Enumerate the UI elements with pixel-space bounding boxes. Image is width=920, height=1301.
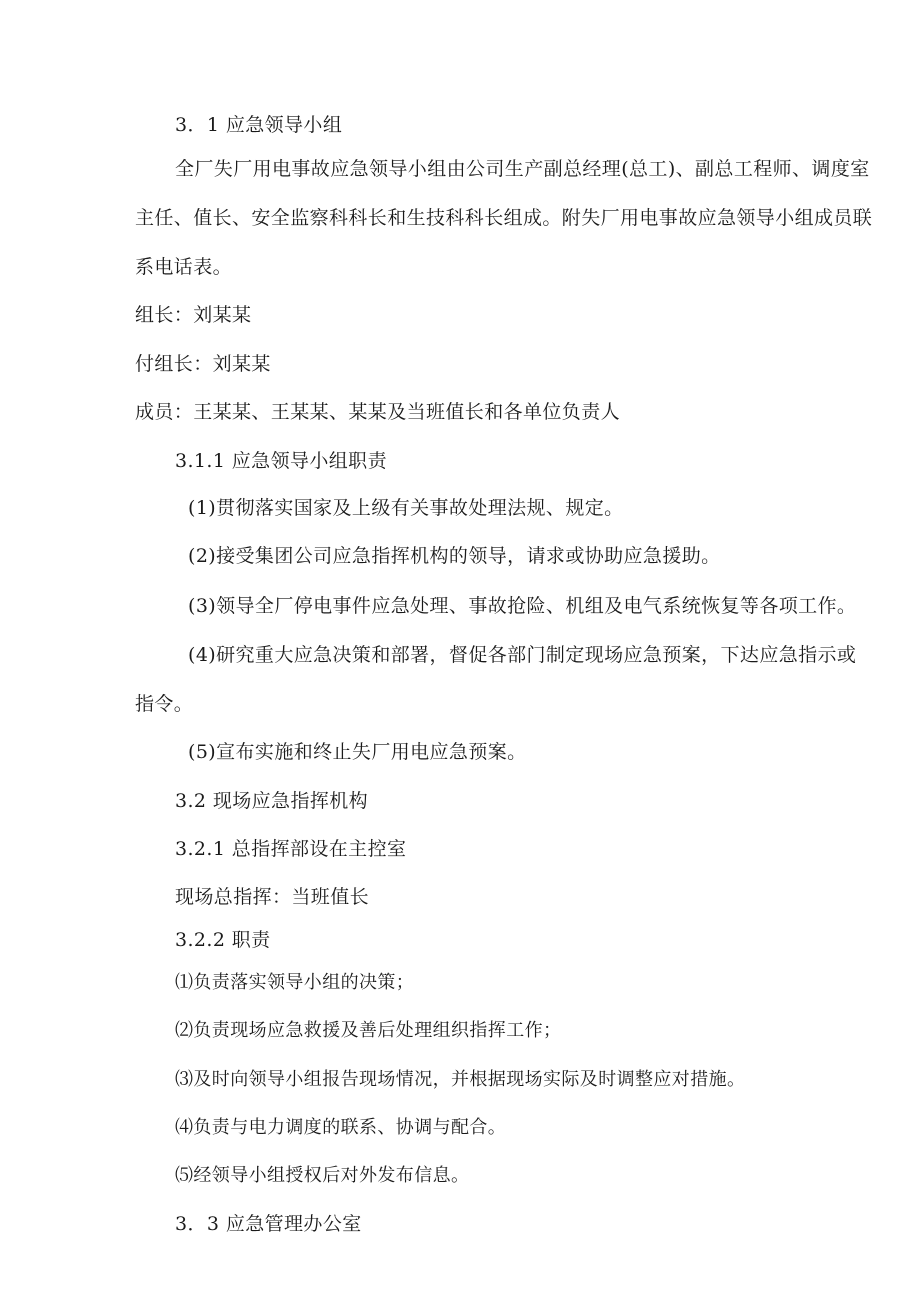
- team-leader-line: 组长：刘某某: [135, 304, 252, 326]
- list-item: (1)贯彻落实国家及上级有关事故处理法规、规定。: [188, 497, 624, 519]
- list-item: (2)接受集团公司应急指挥机构的领导，请求或协助应急援助。: [188, 545, 721, 567]
- duty-item: ⑵负责现场应急救援及善后处理组织指挥工作；: [175, 1020, 562, 1041]
- section-heading-3-3: 3．3 应急管理办公室: [175, 1213, 362, 1235]
- duty-item: ⑴负责落实领导小组的决策；: [175, 972, 415, 993]
- paragraph-line: 系电话表。: [135, 256, 233, 278]
- list-item: (3)领导全厂停电事件应急处理、事故抢险、机组及电气系统恢复等各项工作。: [188, 595, 857, 617]
- subsection-heading-3-2-2: 3.2.2 职责: [175, 929, 271, 951]
- list-item-continuation: 指令。: [135, 693, 194, 715]
- paragraph-line: 主任、值长、安全监察科科长和生技科科长组成。附失厂用电事故应急领导小组成员联: [135, 207, 873, 229]
- duty-item: ⑶及时向领导小组报告现场情况，并根据现场实际及时调整应对措施。: [175, 1069, 746, 1090]
- on-site-commander-line: 现场总指挥：当班值长: [175, 886, 370, 908]
- list-item: (4)研究重大应急决策和部署，督促各部门制定现场应急预案，下达应急指示或: [188, 644, 857, 666]
- section-heading-3-1: 3．1 应急领导小组: [175, 114, 343, 136]
- subsection-heading-3-1-1: 3.1.1 应急领导小组职责: [175, 450, 387, 472]
- section-heading-3-2: 3.2 现场应急指挥机构: [175, 790, 369, 812]
- duty-item: ⑸经领导小组授权后对外发布信息。: [175, 1165, 470, 1186]
- subsection-heading-3-2-1: 3.2.1 总指挥部设在主控室: [175, 838, 407, 860]
- list-item: (5)宣布实施和终止失厂用电应急预案。: [188, 741, 527, 763]
- duty-item: ⑷负责与电力调度的联系、协调与配合。: [175, 1117, 507, 1138]
- deputy-leader-line: 付组长：刘某某: [135, 353, 271, 375]
- paragraph-line: 全厂失厂用电事故应急领导小组由公司生产副总经理(总工)、副总工程师、调度室: [175, 158, 870, 180]
- members-line: 成员：王某某、王某某、某某及当班值长和各单位负责人: [135, 401, 621, 423]
